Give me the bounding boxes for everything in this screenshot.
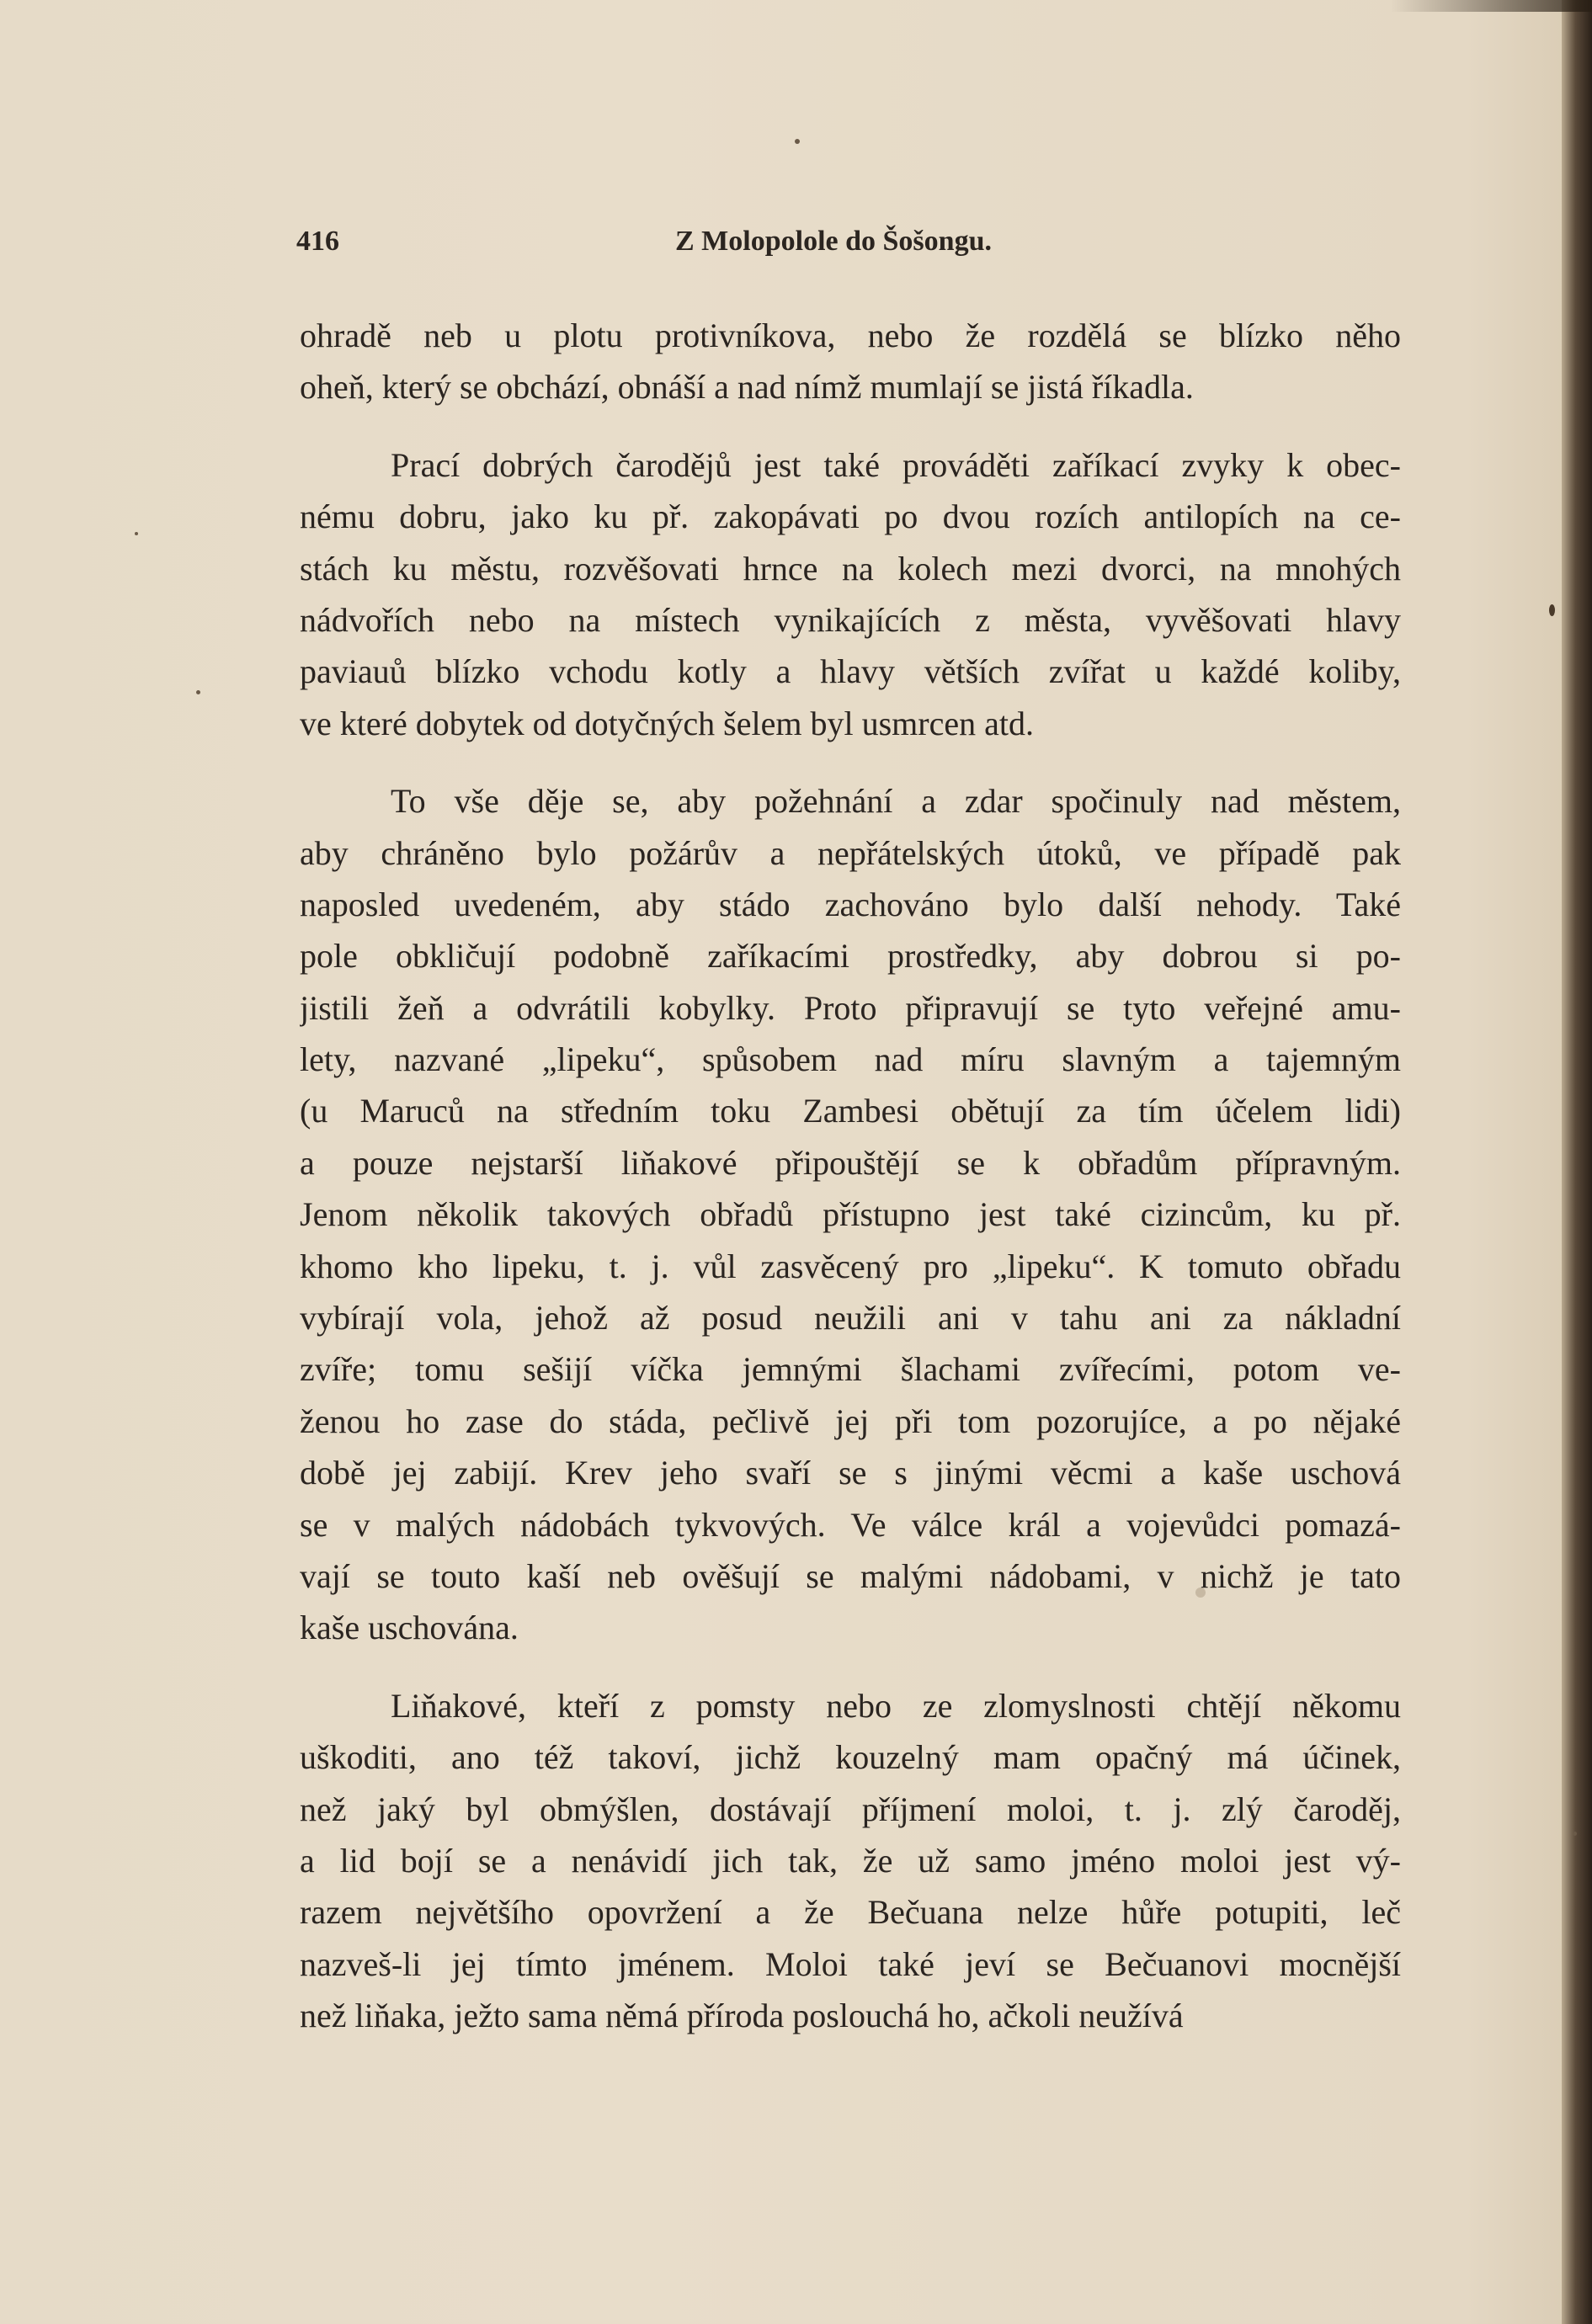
paragraph <box>300 775 1401 1654</box>
page-edge-shadow <box>1562 0 1592 2324</box>
paragraph <box>300 439 1401 749</box>
paragraph-gap <box>300 749 1401 775</box>
text-line: stách ku městu, rozvěšovati hrnce na kolech mezi dvorci, na mnohých <box>300 549 1401 588</box>
text-line: než jaký byl obmýšlen, dostávají příjmení moloi, t. j. zlý čaroděj, <box>300 1790 1401 1828</box>
text-line: a lid bojí se a nenávidí jich tak, že už samo jméno moloi jest vý- <box>300 1841 1401 1880</box>
text-line: než liňaka, ježto sama němá příroda poslouchá ho, ačkoli neužívá <box>300 1997 1184 2035</box>
text-line: jistili žeň a odvrátili kobylky. Proto připravují se tyto veřejné amu- <box>300 988 1401 1027</box>
text-line: Prací dobrých čarodějů jest také prováděti zaříkací zvyky k obec- <box>391 445 1401 484</box>
running-title: Z Molopolole do Šošongu. <box>675 226 992 257</box>
text-line: se v malých nádobách tykvových. Ve válce král a vojevůdci pomazá- <box>300 1505 1401 1544</box>
text-line: To vše děje se, aby požehnání a zdar spočinuly nad městem, <box>391 782 1401 821</box>
text-line: razem největšího opovržení a že Bečuana nelze hůře potupiti, leč <box>300 1893 1401 1932</box>
text-line: kaše uschována. <box>300 1609 519 1647</box>
text-line: nádvořích nebo na místech vynikajících z města, vyvěšovati hlavy <box>300 600 1401 639</box>
text-line: naposled uvedeném, aby stádo zachováno bylo další nehody. Také <box>300 885 1401 923</box>
text-line: nazveš-li jej tímto jménem. Moloi také jeví se Bečuanovi mocnější <box>300 1944 1401 1983</box>
text-line: uškoditi, ano též takoví, jichž kouzelný mam opačný má účinek, <box>300 1738 1401 1777</box>
page-header <box>296 226 1399 268</box>
text-line: khomo kho lipeku, t. j. vůl zasvěcený pro „lipeku“. K tomuto obřadu <box>300 1247 1401 1285</box>
text-line: nému dobru, jako ku př. zakopávati po dvou rozích antilopích na ce- <box>300 497 1401 536</box>
text-line: oheň, který se obchází, obnáší a nad nímž mumlají se jistá říkadla. <box>300 368 1194 407</box>
text-line: ženou ho zase do stáda, pečlivě jej při tom pozorujíce, a po nějaké <box>300 1401 1401 1440</box>
text-line: Liňakové, kteří z pomsty nebo ze zlomyslnosti chtějí někomu <box>391 1686 1401 1725</box>
top-edge-shadow <box>1390 0 1592 12</box>
page-number: 416 <box>296 226 339 257</box>
text-line: ve které dobytek od dotyčných šelem byl usmrcen atd. <box>300 704 1034 742</box>
paragraph-gap <box>300 1654 1401 1680</box>
text-line: vybírají vola, jehož až posud neužili ani v tahu ani za nákladní <box>300 1299 1401 1337</box>
text-line: době jej zabijí. Krev jeho svaří se s jinými věcmi a kaše uschová <box>300 1454 1401 1492</box>
ink-speck <box>196 690 200 694</box>
ink-speck <box>1549 604 1555 616</box>
text-line: (u Maruců na středním toku Zambesi obětují za tím účelem lidi) <box>300 1092 1401 1130</box>
paragraph <box>300 1680 1401 2042</box>
text-line: Jenom několik takových obřadů přístupno jest také cizincům, ku př. <box>300 1195 1401 1234</box>
text-line: a pouze nejstarší liňakové připouštějí se k obřadům přípravným. <box>300 1143 1401 1182</box>
paragraph <box>300 310 1401 413</box>
text-line: vají se touto kaší neb ověšují se malými nádobami, v nichž je tato <box>300 1556 1401 1595</box>
text-line: ohradě neb u plotu protivníkova, nebo že rozdělá se blízko něho <box>300 316 1401 354</box>
paragraph-gap <box>300 413 1401 439</box>
text-line: aby chráněno bylo požárův a nepřátelských útoků, ve případě pak <box>300 833 1401 872</box>
body-text <box>300 310 1401 2042</box>
text-line: lety, nazvané „lipeku“, spůsobem nad míru slavným a tajemným <box>300 1040 1401 1079</box>
text-line: zvíře; tomu sešijí víčka jemnými šlachami zvířecími, potom ve- <box>300 1350 1401 1389</box>
ink-speck <box>795 139 800 144</box>
text-line: pole obkličují podobně zaříkacími prostředky, aby dobrou si po- <box>300 937 1401 976</box>
text-line: paviauů blízko vchodu kotly a hlavy větších zvířat u každé koliby, <box>300 652 1401 691</box>
ink-speck <box>135 532 138 535</box>
ink-speck <box>1573 1832 1577 1836</box>
